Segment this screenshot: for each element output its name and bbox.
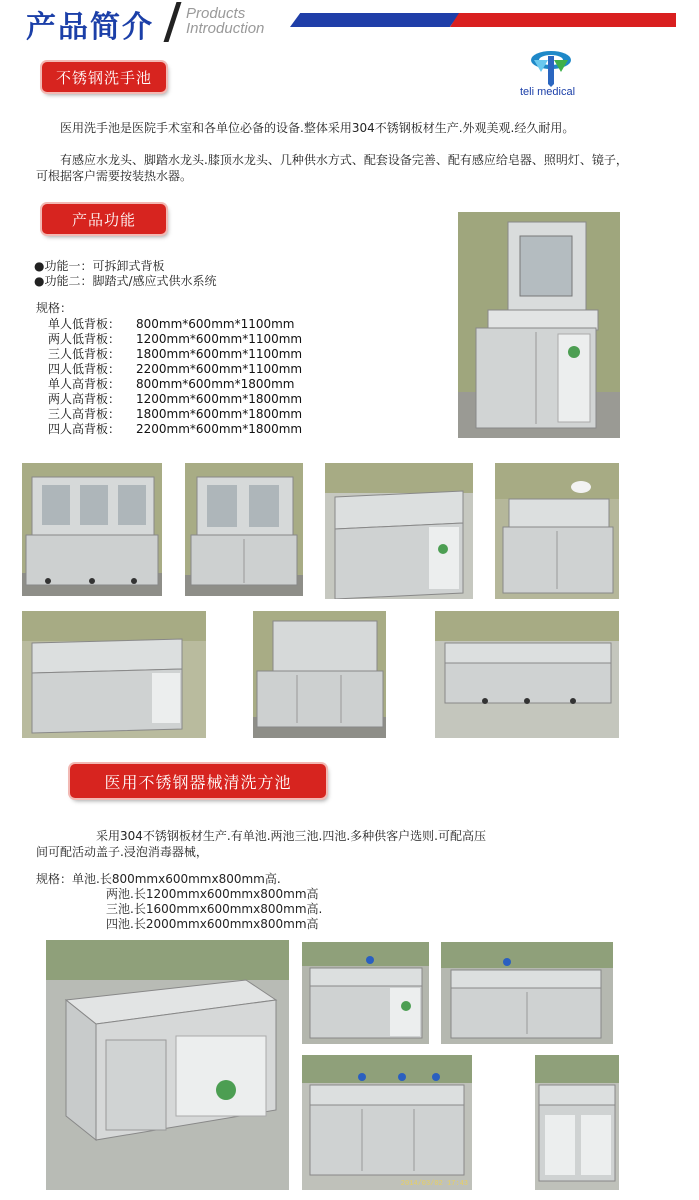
- photo-single-sink: [458, 212, 620, 438]
- feature-item-1: ●功能一：可拆卸式背板: [34, 259, 165, 273]
- spec-label: 三人高背板：: [48, 407, 121, 421]
- spec-value: 1800mm*600mm*1800mm: [136, 407, 303, 421]
- spec-row: [48, 317, 294, 331]
- photo-instrument-sink-5: [535, 1055, 619, 1190]
- photo-sink-1: [22, 463, 162, 596]
- spec-label: 单人低背板：: [48, 317, 121, 331]
- spec-value: 2200mm*600mm*1800mm: [136, 422, 303, 436]
- section1-paragraph-1: 医用洗手池是医院手术室和各单位必备的设备.整体采用304不锈钢板材生产.外观美观.经久耐用。: [60, 121, 575, 135]
- spec-value: 2200mm*600mm*1100mm: [136, 362, 303, 376]
- section-heading-features: 产品功能: [42, 204, 166, 234]
- spec-value: 1800mm*600mm*1100mm: [136, 347, 303, 361]
- spec2-row: 两池.长1200mmx600mmx800mm高: [106, 887, 319, 901]
- spec-row: [48, 422, 302, 436]
- spec-value: 800mm*600mm*1100mm: [136, 317, 295, 331]
- section3-paragraph-1: 采用304不锈钢板材生产.有单池.两池三池.四池.多种供客户选则.可配高压: [96, 829, 486, 843]
- photo-sink-7: [435, 611, 619, 738]
- photo-instrument-sink-3: [441, 942, 613, 1044]
- spec-label: 两人低背板：: [48, 332, 121, 346]
- brand-logo-icon: [528, 42, 574, 88]
- spec-heading: 规格：: [36, 301, 73, 315]
- feature-item-2: ●功能二：脚踏式/感应式供水系统: [34, 274, 217, 288]
- section-heading-instrument-sink: 医用不锈钢器械清洗方池: [70, 764, 326, 798]
- spec-label: 三人低背板：: [48, 347, 121, 361]
- header-title-en-line1: Products: [186, 5, 246, 22]
- header-title: 产品简介: [26, 10, 154, 45]
- section1-paragraph-2: 有感应水龙头、脚踏水龙头.膝顶水龙头、几种供水方式、配套设备完善、配有感应给皂器、照明灯、镜子，可根据客户需要按装热水器。: [36, 153, 628, 183]
- section-heading-handwash-sink: 不锈钢洗手池: [42, 62, 166, 92]
- spec-row: [48, 332, 302, 346]
- photo-sink-2: [185, 463, 303, 596]
- header-blue-stripe: [290, 13, 460, 27]
- photo-instrument-sink-2: [302, 942, 429, 1044]
- spec-row: [48, 392, 302, 406]
- spec2-row: 四池.长2000mmx600mmx800mm高: [106, 917, 319, 931]
- spec2-row: 规格：单池.长800mmx600mmx800mm高.: [36, 872, 281, 886]
- spec-label: 两人高背板：: [48, 392, 121, 406]
- header-title-en-line2: Introduction: [186, 20, 265, 37]
- header-red-stripe: [450, 13, 676, 27]
- brand-logo-text: teli medical: [520, 86, 576, 98]
- spec-label: 单人高背板：: [48, 377, 121, 391]
- header-slash-divider: [164, 2, 182, 42]
- spec-value: 800mm*600mm*1800mm: [136, 377, 295, 391]
- spec-value: 1200mm*600mm*1800mm: [136, 392, 303, 406]
- spec-label: 四人高背板：: [48, 422, 121, 436]
- spec-row: [48, 377, 294, 391]
- photo-sink-4: [495, 463, 619, 599]
- photo-sink-6: [253, 611, 386, 738]
- photo-timestamp: 2014/03/02 17:43: [400, 1180, 468, 1188]
- spec-row: [48, 362, 302, 376]
- photo-sink-3: [325, 463, 473, 599]
- section3-paragraph-2: 间可配活动盖子.浸泡消毒器械，: [36, 845, 208, 859]
- spec2-row: 三池.长1600mmx600mmx800mm高.: [106, 902, 323, 916]
- spec-row: [48, 407, 302, 421]
- photo-sink-5: [22, 611, 206, 738]
- photo-instrument-sink-4: [302, 1055, 472, 1190]
- photo-double-instrument-sink: [46, 940, 289, 1190]
- spec-row: [48, 347, 302, 361]
- spec-label: 四人低背板：: [48, 362, 121, 376]
- spec-value: 1200mm*600mm*1100mm: [136, 332, 303, 346]
